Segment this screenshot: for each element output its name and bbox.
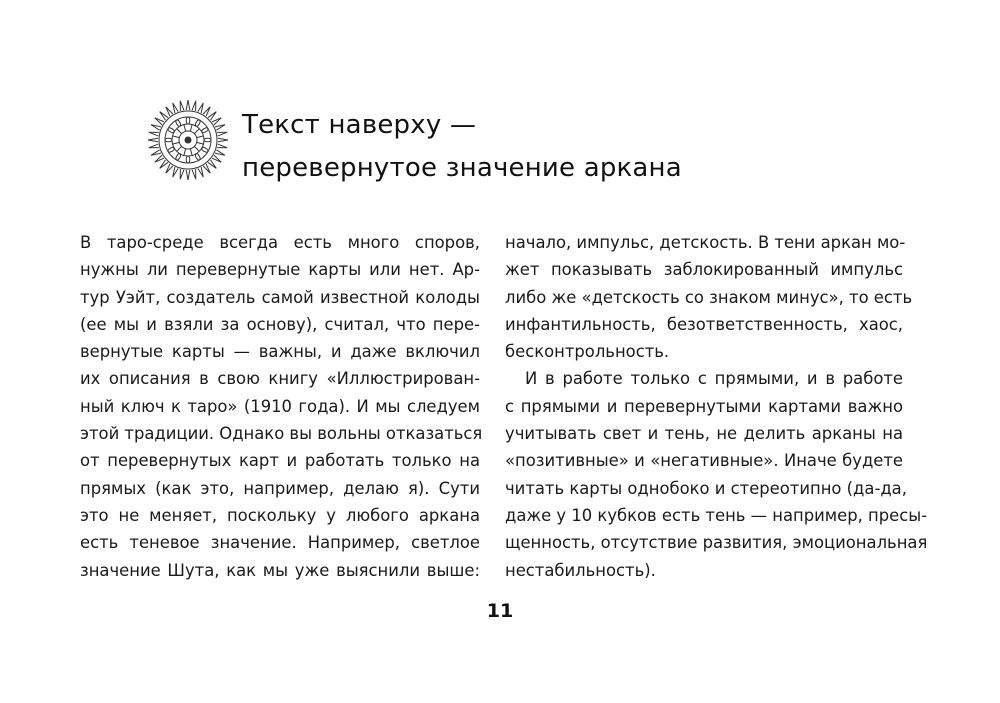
right-text-column: [505, 229, 928, 584]
page-number: 11: [486, 600, 514, 622]
text-line: даже у 10 кубков есть тень — например, пресы-: [505, 505, 928, 525]
text-line: И в работе только с прямыми, и в работе: [525, 369, 903, 389]
text-line: этой традиции. Однако вы вольны отказаться: [80, 424, 483, 444]
text-line: нестабильность).: [505, 560, 656, 580]
text-line: учитывать свет и тень, не делить арканы на: [505, 424, 903, 444]
text-line: читать карты однобоко и стереотипно (да-да,: [505, 478, 907, 498]
text-line: вернутые карты — важны, и даже включил: [80, 342, 480, 362]
heading-line-1: Текст наверху —: [242, 110, 477, 140]
text-line: ный ключ к таро» (1910 года). И мы следуем: [80, 396, 480, 416]
text-line: нужны ли перевернутые карты или нет. Ар-: [80, 260, 480, 280]
section-heading: [242, 104, 682, 190]
text-line: щенность, отсутствие развития, эмоциональная: [505, 533, 928, 553]
text-line: есть теневое значение. Например, светлое: [80, 533, 480, 553]
text-line: значение Шута, как мы уже выяснили выше:: [80, 560, 480, 580]
text-line: «позитивные» и «негативные». Иначе будете: [505, 451, 903, 471]
text-line: инфантильность, безответственность, хаос,: [505, 314, 903, 334]
text-line: жет показывать заблокированный импульс: [505, 260, 903, 280]
text-line: (ее мы и взяли за основу), считал, что пере-: [80, 314, 480, 334]
text-line: от перевернутых карт и работать только на: [80, 451, 480, 471]
heading-line-2: перевернутое значение аркана: [242, 153, 682, 183]
text-line: тур Уэйт, создатель самой известной колоды: [80, 287, 480, 307]
text-line: В таро-среде всегда есть много споров,: [80, 233, 480, 252]
text-line: их описания в свою книгу «Иллюстрирован-: [80, 369, 480, 389]
mandala-icon: [146, 98, 230, 182]
text-line: начало, импульс, детскость. В тени аркан мо-: [505, 233, 906, 252]
text-line: прямых (как это, например, делаю я). Сути: [80, 478, 480, 498]
text-line: либо же «детскость со знаком минус», то есть: [505, 287, 913, 307]
text-line: это не меняет, поскольку у любого аркана: [80, 505, 480, 525]
left-text-column: [80, 229, 483, 584]
text-line: бесконтрольность.: [505, 342, 670, 362]
text-line: с прямыми и перевернутыми картами важно: [505, 396, 903, 416]
